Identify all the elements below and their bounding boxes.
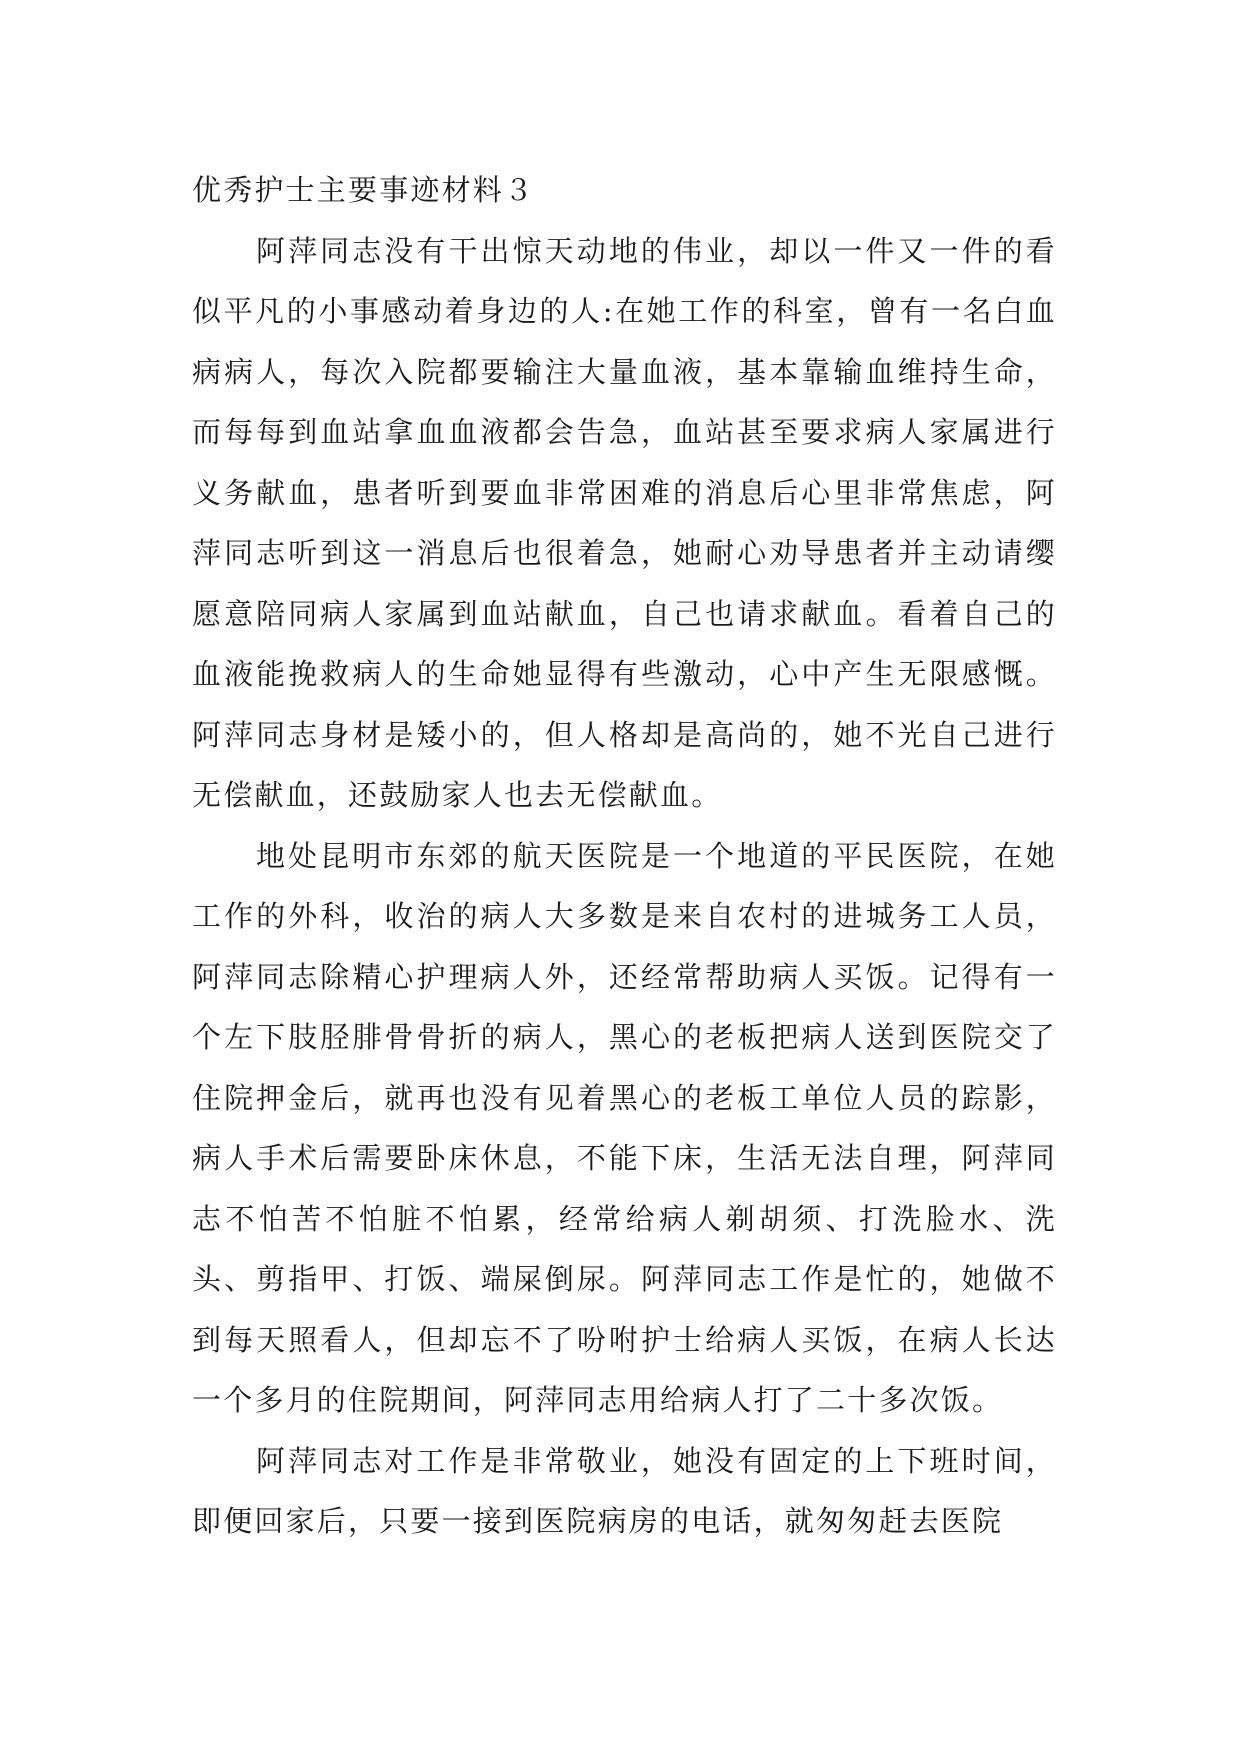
paragraph-blood-donation: 阿萍同志没有干出惊天动地的伟业，却以一件又一件的看似平凡的小事感动着身边的人:在她工作的科室，曾有一名白血病病人，每次入院都要输注大量血液，基本靠输血维持生命，而每每到血站拿血血液都会告急，血站甚至要求病人家属进行义务献血，患者听到要血非常困难的消息后心里非常焦虑，阿萍同志听到这一消息后也很着急，她耐心劝导患者并主动请缨愿意陪同病人家属到血站献血，自己也请求献血。看着自己的血液能挽救病人的生命她显得有些激动，心中产生无限感慨。阿萍同志身材是矮小的，但人格却是高尚的，她不光自己进行无偿献血，还鼓励家人也去无偿献血。 (192, 233, 1057, 812)
document-body (192, 160, 1057, 1552)
paragraph-hospital-care: 地处昆明市东郊的航天医院是一个地道的平民医院，在她工作的外科，收治的病人大多数是来自农村的进城务工人员，阿萍同志除精心护理病人外，还经常帮助病人买饭。记得有一个左下肢胫腓骨骨折的病人，黑心的老板把病人送到医院交了住院押金后，就再也没有见着黑心的老板工单位人员的踪影，病人手术后需要卧床休息，不能下床，生活无法自理，阿萍同志不怕苦不怕脏不怕累，经常给病人剃胡须、打洗脸水、洗头、剪指甲、打饭、端屎倒尿。阿萍同志工作是忙的，她做不到每天照看人，但却忘不了吩咐护士给病人买饭，在病人长达一个多月的住院期间，阿萍同志用给病人打了二十多次饭。 (192, 838, 1057, 1417)
paragraph-dedication: 阿萍同志对工作是非常敬业，她没有固定的上下班时间，即便回家后，只要一接到医院病房的电话，就匆匆赶去医院 (192, 1443, 1057, 1538)
document-title: 优秀护士主要事迹材料３ (192, 173, 536, 207)
